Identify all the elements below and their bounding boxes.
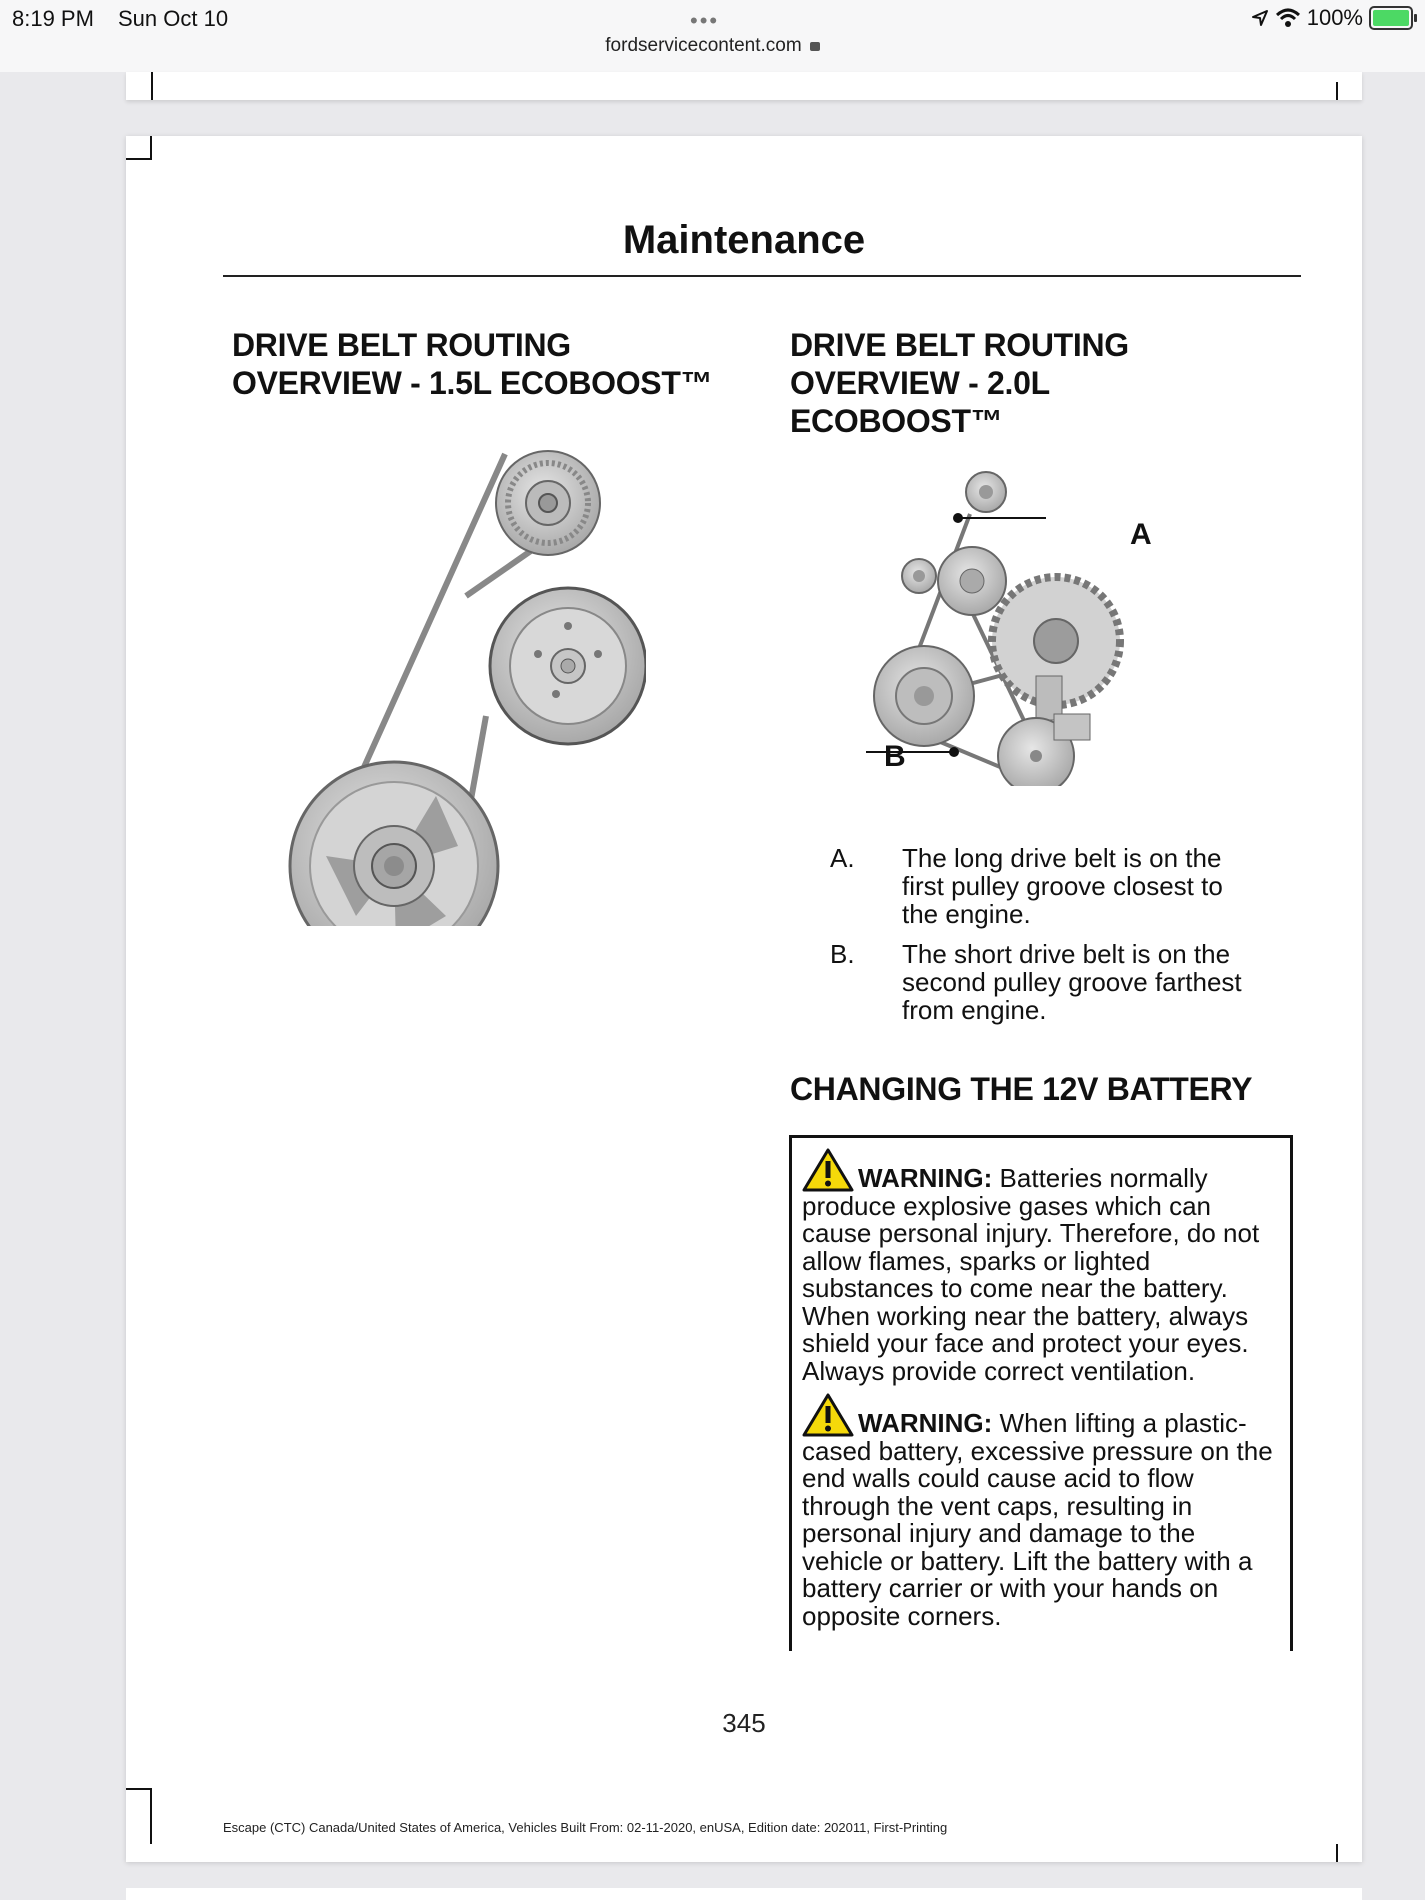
heading-line: DRIVE BELT ROUTING	[232, 327, 571, 363]
page-title: Maintenance	[622, 218, 866, 262]
heading-line: ECOBOOST™	[790, 403, 1003, 439]
list-text: The short drive belt is on the second pulley groove farthest from engine.	[902, 939, 1242, 1025]
status-date: Sun Oct 10	[118, 6, 229, 31]
crop-mark	[126, 1788, 152, 1790]
list-letter: B.	[830, 939, 855, 969]
belt-diagram-1-5l	[286, 446, 646, 926]
multitasking-dots-icon[interactable]: •••	[690, 8, 720, 33]
address-bar[interactable]	[0, 35, 1425, 57]
warning-triangle-icon	[802, 1393, 854, 1437]
warning-box	[789, 1135, 1293, 1651]
crop-mark	[126, 158, 152, 160]
battery-heading: CHANGING THE 12V BATTERY	[790, 1071, 1253, 1107]
warning-text: When lifting a plastic-cased battery, excessive pressure on the end walls could cause acid to flow through the vent caps, resulting in personal injury and damage to the vehicle or battery. Lift the battery with a battery carrier or with your hands on opposite corners.	[802, 1408, 1273, 1631]
heading-line: OVERVIEW - 2.0L	[790, 365, 1050, 401]
crop-mark	[150, 1788, 152, 1844]
heading-line: DRIVE BELT ROUTING	[790, 327, 1129, 363]
battery-icon	[1369, 6, 1413, 30]
warning-text: Batteries normally produce explosive gases which can cause personal injury. Therefore, do not allow flames, sparks or lighted substances to come near the battery. When working near the battery, always shield your face and protect your eyes. Always provide correct ventilation.	[802, 1163, 1260, 1386]
heading-line: OVERVIEW - 1.5L ECOBOOST™	[232, 365, 713, 401]
status-bar	[0, 0, 1425, 72]
warning-paragraph	[802, 1148, 1280, 1385]
crop-mark	[1336, 1844, 1338, 1862]
warning-paragraph	[802, 1393, 1280, 1630]
url-text: fordservicecontent.com	[605, 35, 802, 56]
title-divider	[223, 275, 1301, 277]
lock-icon	[810, 42, 820, 51]
status-time: 8:19 PM	[12, 6, 94, 31]
previous-page-edge	[126, 72, 1362, 100]
list-text: The long drive belt is on the first pulley groove closest to the engine.	[902, 843, 1223, 929]
wifi-icon	[1275, 8, 1301, 28]
list-item	[830, 940, 1250, 1024]
status-indicators	[1251, 5, 1413, 31]
callout-a-label: A	[1130, 518, 1152, 551]
next-page-edge	[126, 1888, 1362, 1900]
heading-1-5l	[232, 326, 712, 402]
warning-label: WARNING:	[858, 1408, 993, 1438]
page-number: 345	[722, 1708, 766, 1738]
warning-triangle-icon	[802, 1148, 854, 1192]
page-footer: Escape (CTC) Canada/United States of America, Vehicles Built From: 02-11-2020, enUSA, Edition date: 202011, First-Printing	[223, 1820, 948, 1835]
warning-label: WARNING:	[858, 1163, 993, 1193]
belt-diagram-2-0l	[866, 466, 1266, 786]
crop-mark	[150, 136, 152, 160]
location-arrow-icon	[1251, 9, 1269, 27]
callout-b-label: B	[884, 740, 906, 773]
battery-percent: 100%	[1306, 5, 1363, 30]
callout-legend-list	[830, 844, 1250, 1036]
list-item	[830, 844, 1250, 928]
list-letter: A.	[830, 843, 855, 873]
heading-2-0l	[790, 326, 1129, 440]
